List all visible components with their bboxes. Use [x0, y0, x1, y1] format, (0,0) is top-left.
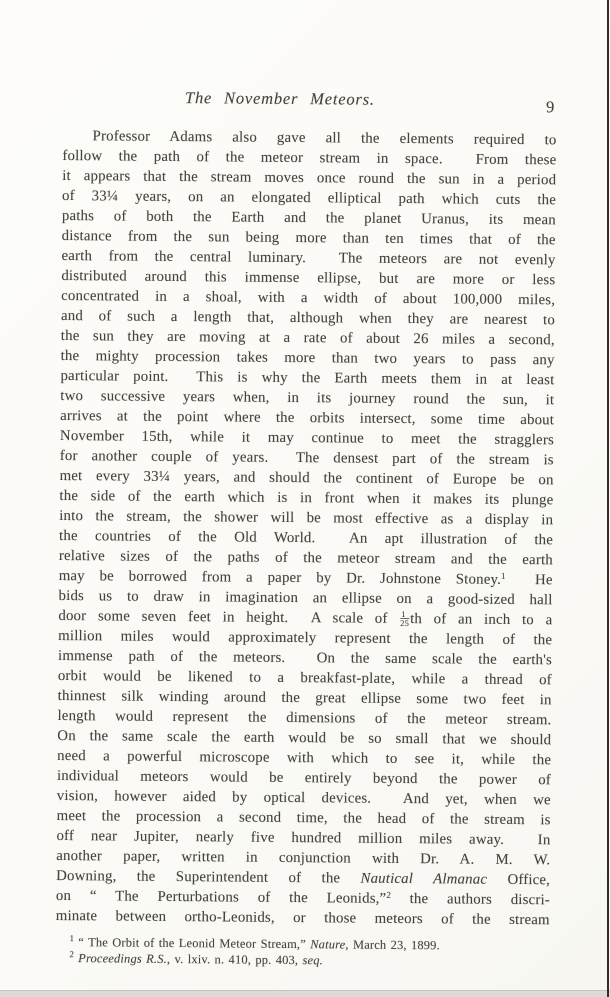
text-run: the sun they are moving at a rate of about 26 miles a second,	[60, 327, 555, 349]
text-run: relative sizes of the paths of the meteor stream and the earth	[58, 547, 553, 569]
text-run: concentrated in a shoal, with a width of about 100,000 miles,	[61, 287, 556, 309]
scan-right-edge-line	[607, 0, 609, 997]
footnote-marker: 1	[69, 933, 75, 944]
text-run: need a powerful microscope with which to see it, while the	[57, 747, 552, 769]
text-run: the side of the earth which is in front when it makes its plunge	[59, 487, 554, 509]
text-run: length would represent the dimensions of the meteor stream.	[57, 707, 552, 729]
text-run: into the stream, the shower will be most effective as a display in	[59, 507, 554, 529]
footnote-line	[69, 950, 549, 970]
text-run: for another couple of years. The densest part of the stream is	[59, 447, 554, 469]
text-run: bids us to draw in imagination an ellipse on a good-sized hall	[58, 587, 553, 609]
text-run: the mighty procession takes more than two years to pass any	[60, 347, 555, 369]
text-run: immense path of the meteors. On the same scale the earth's	[57, 647, 553, 669]
text-run: paths of both the Earth and the planet Uranus, its mean	[61, 207, 556, 229]
text-run: vision, however aided by optical devices. And yet, when we	[56, 787, 551, 809]
text-run: follow the path of the meteor stream in space. From these	[62, 147, 557, 169]
text-run: Professor Adams also gave all the elements required to	[92, 128, 557, 149]
text-run: November 15th, while it may continue to meet the stragglers	[59, 427, 555, 449]
text-run: arrives at the point where the orbits intersect, some time about	[60, 407, 555, 429]
page-number: 9	[546, 97, 555, 117]
text-run: “ The Orbit of the Leonid Meteor Stream,”	[73, 935, 311, 952]
text-run: Downing, the Superintendent of the	[56, 867, 361, 887]
text-run: On the same scale the earth would be so small that we should	[57, 727, 552, 749]
text-run: He	[505, 571, 553, 589]
running-head-title: The November Meteors.	[184, 88, 375, 109]
text-run: the countries of the Old World. An apt illustration of the	[59, 527, 554, 549]
text-run: orbit would be likened to a breakfast-plate, while a thread of	[57, 667, 552, 689]
text-run: two successive years when, in its journey round the sun, it	[60, 387, 555, 409]
footnote-marker: 2	[386, 889, 391, 900]
text-run: on “ The Perturbations of the Leonids,”	[55, 887, 387, 907]
footnote-marker: 1	[501, 570, 506, 581]
italic-text: seq.	[302, 953, 324, 968]
body-text	[56, 126, 557, 930]
text-run: the authors discri-	[390, 890, 550, 909]
text-run: million miles would approximately represent the length of the	[58, 627, 553, 649]
italic-text: Nature	[310, 937, 346, 952]
text-run: off near Jupiter, nearly five hundred million miles away. In	[56, 827, 551, 849]
print-block	[55, 88, 557, 970]
stacked-fraction: $\frac{1}{25}$	[400, 608, 410, 629]
text-run: met every 33¼ years, and should the continent of Europe be on	[59, 467, 554, 489]
text-run: door some seven feet in height. A scale of	[58, 607, 400, 627]
scan-bottom-edge-strip	[0, 990, 610, 997]
text-run: minate between ortho-Leonids, or those meteors of the stream	[55, 907, 550, 929]
running-head	[33, 88, 527, 112]
text-line	[56, 906, 550, 930]
text-run: another paper, written in conjunction with Dr. A. M. W.	[56, 847, 551, 869]
text-run: distance from the sun being more than ten times that of the	[61, 227, 556, 249]
text-run: distributed around this immense ellipse, but are more or less	[61, 267, 556, 289]
text-run: and of such a length that, although when they are nearest to	[60, 307, 556, 329]
text-run: meet the procession a second time, the head of the stream is	[56, 807, 551, 829]
footnote-marker: 2	[69, 949, 74, 960]
text-run: , March 23, 1899.	[345, 937, 440, 953]
text-run: th of an inch to a	[410, 611, 553, 629]
text-run: it appears that the stream moves once round the sun in a period	[62, 167, 557, 189]
italic-text: Proceedings R.S.	[78, 951, 168, 966]
text-run: , v. lxiv. n. 410, pp. 403,	[166, 951, 303, 968]
footnotes	[69, 934, 549, 970]
text-run: particular point. This is why the Earth meets them in at least	[60, 367, 555, 389]
text-run: of 33¼ years, on an elongated elliptical path which cuts the	[61, 187, 557, 209]
text-run: earth from the central luminary. The meteors are not evenly	[61, 247, 556, 269]
text-run: Office,	[487, 871, 551, 889]
text-run: thinnest silk winding around the great ellipse some two feet in	[57, 687, 552, 709]
text-run: individual meteors would be entirely beyond the power of	[56, 767, 552, 789]
text-run: may be borrowed from a paper by Dr. Johnstone Stoney.	[58, 567, 502, 588]
italic-text: Nautical Almanac	[360, 870, 488, 888]
